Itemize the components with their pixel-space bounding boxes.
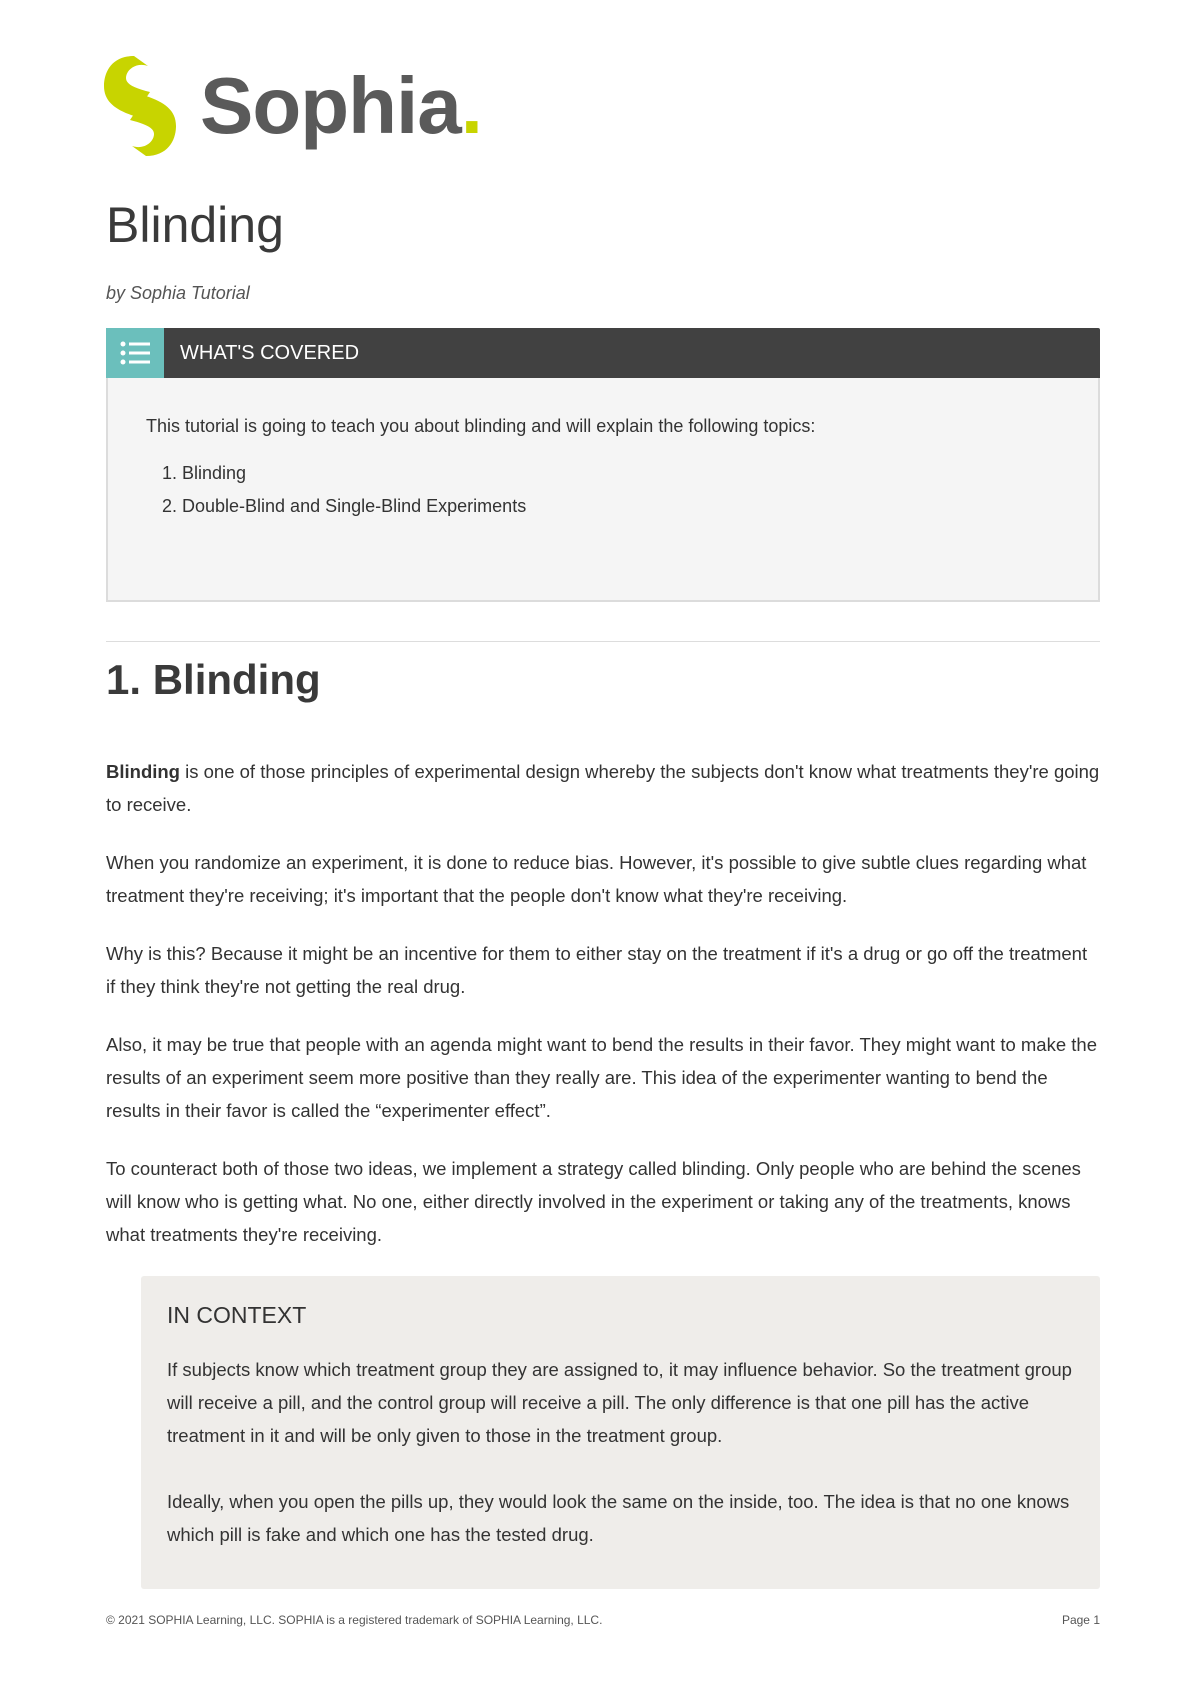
- page-footer: [106, 1613, 1100, 1627]
- paragraph: Why is this? Because it might be an incentive for them to either stay on the treatment if it's a drug or go off the treatment if they think they're not getting the real drug.: [106, 943, 1088, 997]
- whats-covered-body: [106, 378, 1100, 602]
- whats-covered-label: WHAT'S COVERED: [180, 341, 360, 364]
- whats-covered-header: [106, 328, 1100, 378]
- section-heading: 1. Blinding: [106, 656, 321, 703]
- paragraph: To counteract both of those two ideas, we implement a strategy called blinding. Only people who are behind the scenes will know who is getting what. No one, either directly involved in the experiment or taking any of the treatments, knows what treatments they're receiving.: [106, 1158, 1081, 1245]
- whats-covered-intro: This tutorial is going to teach you about blinding and will explain the following topics:: [146, 416, 816, 436]
- sophia-s-icon: [104, 56, 176, 156]
- topic-item: 2. Double-Blind and Single-Blind Experiments: [182, 496, 1060, 517]
- section-body: [106, 755, 1100, 1276]
- paragraph: Blinding is one of those principles of experimental design whereby the subjects don't know what treatments they're going to receive.: [106, 761, 1100, 815]
- section-divider: [106, 641, 1100, 642]
- in-context-heading: IN CONTEXT: [167, 1302, 307, 1328]
- key-term: Blinding: [106, 761, 180, 782]
- topic-item: 1. Blinding: [182, 463, 1060, 484]
- page-number: Page 1: [1061, 1613, 1100, 1627]
- byline: by Sophia Tutorial: [106, 283, 250, 303]
- in-context-box: [141, 1276, 1100, 1589]
- paragraph: When you randomize an experiment, it is done to reduce bias. However, it's possible to give subtle clues regarding what treatment they're receiving; it's important that the people don't know what they're receiving.: [106, 852, 1087, 906]
- whats-covered-box: [106, 328, 1100, 602]
- context-paragraph: Ideally, when you open the pills up, they would look the same on the inside, too. The idea is that no one knows which pill is fake and which one has the tested drug.: [167, 1491, 1070, 1545]
- context-paragraph: If subjects know which treatment group they are assigned to, it may influence behavior. So the treatment group will receive a pill, and the control group will receive a pill. The only difference is that one pill has the active treatment in it and will be only given to those in the treatment group.: [167, 1359, 1072, 1446]
- paragraph: Also, it may be true that people with an agenda might want to bend the results in their favor. They might want to make the results of an experiment seem more positive than they really are. This idea of the experimenter wanting to bend the results in their favor is called the “experimenter effect”.: [106, 1034, 1097, 1121]
- topic-list: [146, 463, 1060, 517]
- copyright-notice: © 2021 SOPHIA Learning, LLC. SOPHIA is a registered trademark of SOPHIA Learning, LLC.: [106, 1613, 603, 1627]
- logo-wordmark: Sophia.: [200, 61, 482, 150]
- list-icon: [106, 328, 164, 378]
- sophia-logo: [104, 56, 482, 156]
- page-title: Blinding: [106, 197, 284, 253]
